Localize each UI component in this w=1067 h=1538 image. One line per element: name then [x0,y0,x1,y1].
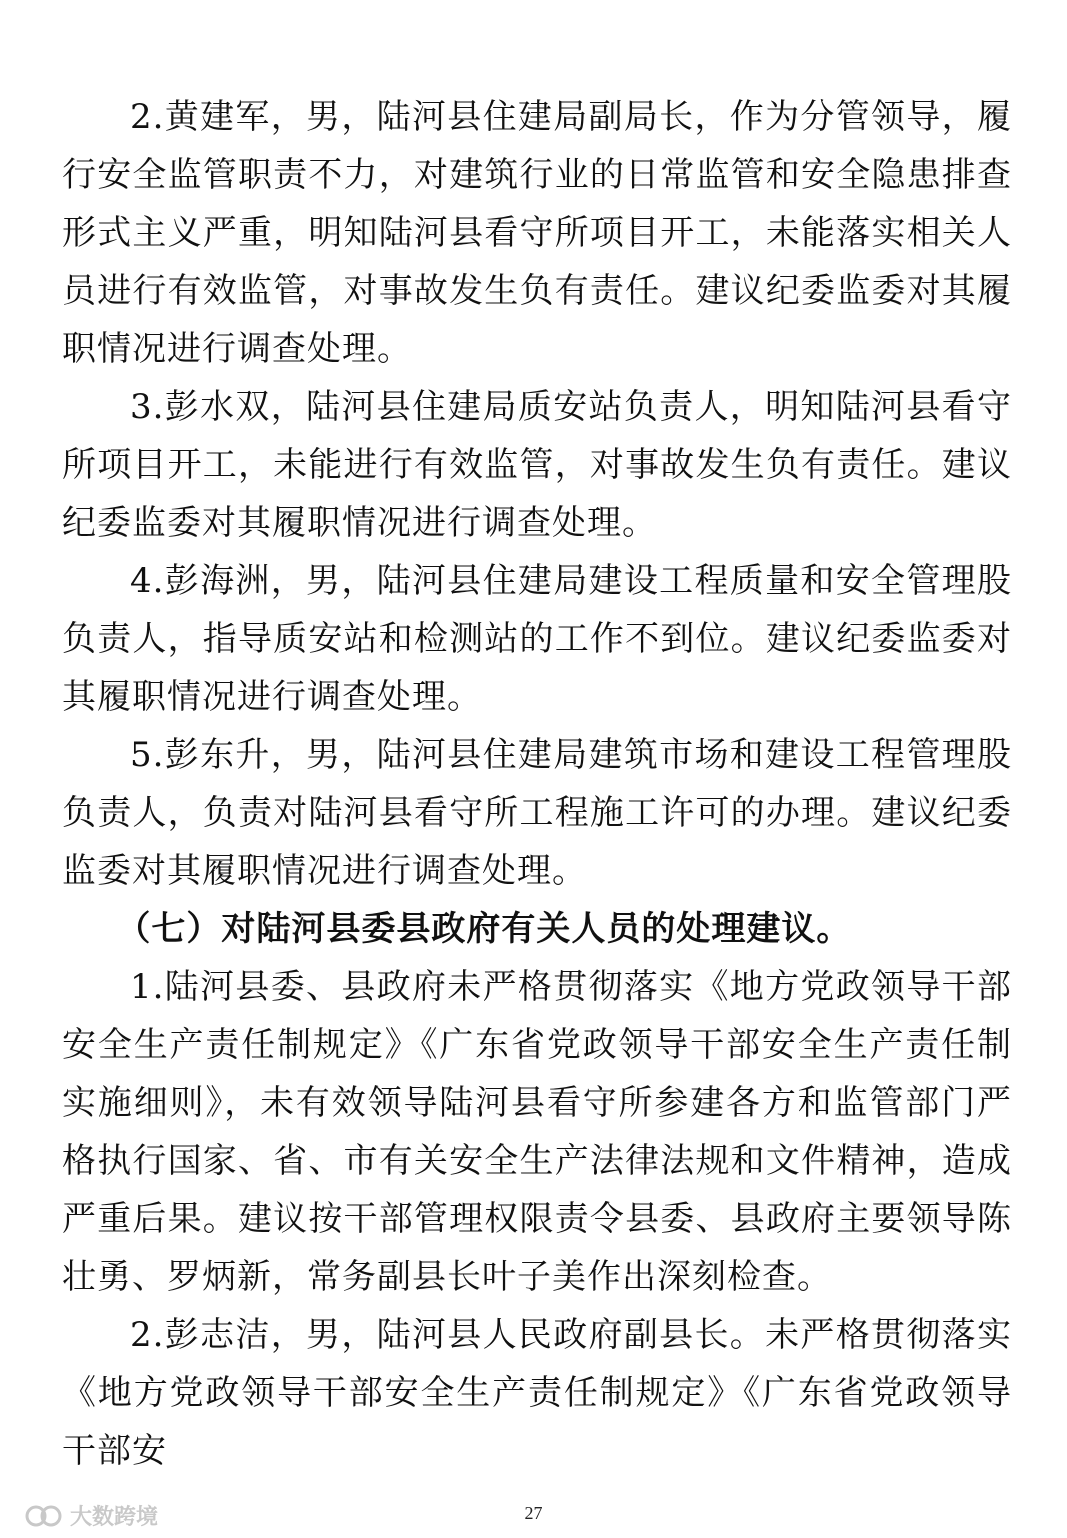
paragraph-item-5: 5.彭东升，男，陆河县住建局建筑市场和建设工程管理股负责人，负责对陆河县看守所工程施工许可的办理。建议纪委监委对其履职情况进行调查处理。 [62,735,1012,891]
section-heading: （七）对陆河县委县政府有关人员的处理建议。 [116,909,852,949]
section-paragraph-1: 1.陆河县委、县政府未严格贯彻落实《地方党政领导干部安全生产责任制规定》《广东省党政领导干部安全生产责任制实施细则》，未有效领导陆河县看守所参建各方和监管部门严格执行国家、省、市有关安全生产法律法规和文件精神，造成严重后果。建议按干部管理权限责令县委、县政府主要领导陈壮勇、罗炳新，常务副县长叶子美作出深刻检查。 [62,967,1012,1297]
paragraph-item-4: 4.彭海洲，男，陆河县住建局建设工程质量和安全管理股负责人，指导质安站和检测站的工作不到位。建议纪委监委对其履职情况进行调查处理。 [62,561,1012,717]
document-body [62,88,1012,1480]
paragraph-item-2: 2.黄建军，男，陆河县住建局副局长，作为分管领导，履行安全监管职责不力，对建筑行业的日常监管和安全隐患排查形式主义严重，明知陆河县看守所项目开工，未能落实相关人员进行有效监管，对事故发生负有责任。建议纪委监委对其履职情况进行调查处理。 [62,97,1012,369]
watermark-text: 大数跨境 [70,1505,159,1530]
paragraph-item-3: 3.彭水双，陆河县住建局质安站负责人，明知陆河县看守所项目开工，未能进行有效监管，对事故发生负有责任。建议纪委监委对其履职情况进行调查处理。 [62,387,1012,543]
page-number: 27 [524,1503,543,1523]
section-paragraph-2: 2.彭志洁，男，陆河县人民政府副县长。未严格贯彻落实《地方党政领导干部安全生产责任制规定》《广东省党政领导干部安 [62,1315,1012,1471]
